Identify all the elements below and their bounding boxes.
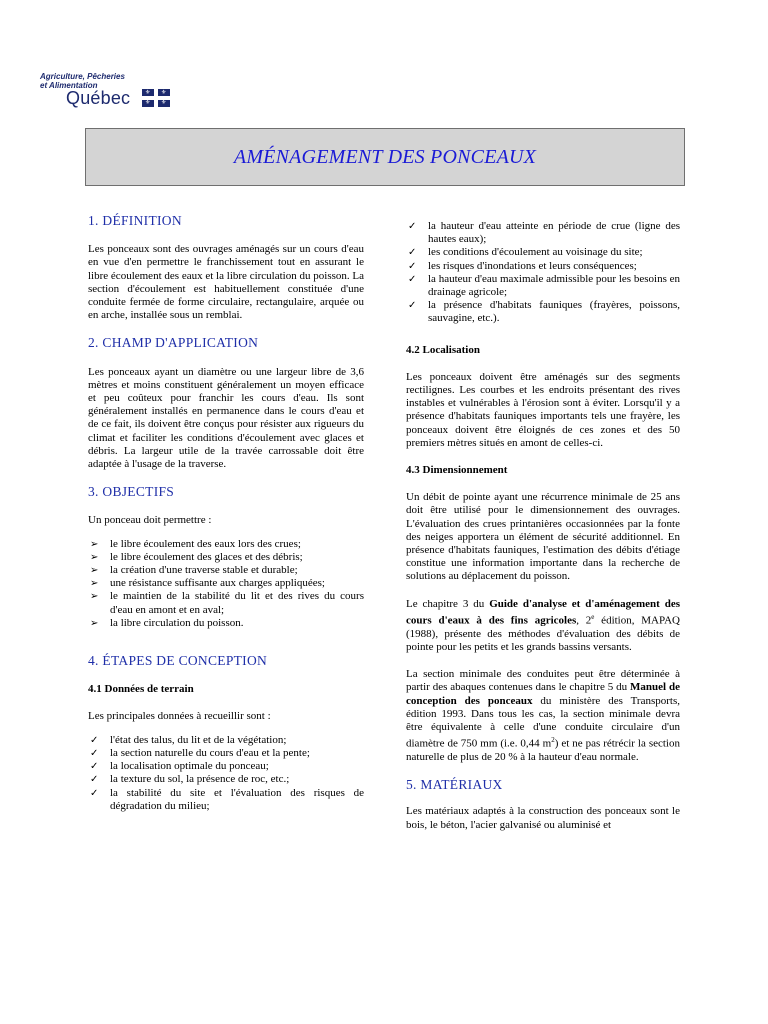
subheading-location: 4.2 Localisation bbox=[406, 343, 480, 356]
list-item: ✓ la texture du sol, la présence de roc, etc.; bbox=[90, 773, 290, 786]
check-bullet-icon: ✓ bbox=[90, 787, 99, 799]
list-item: ✓ la présence d'habitats fauniques (frayères, poissons, sauvagine, etc.). bbox=[408, 299, 680, 325]
check-bullet-icon: ✓ bbox=[408, 300, 417, 312]
objectives-intro: Un ponceau doit permettre : bbox=[88, 514, 212, 527]
list-item: ✓ la section naturelle du cours d'eau et la pente; bbox=[90, 746, 310, 759]
scope-text: Les ponceaux ayant un diamètre ou une largeur libre de 3,6 mètres et moins constituent généralement un moyen efficace et peu coûteux pour franchir les cours d'eau. Ils sont généralement installés en permanence dans le cours d'eau et de ce fait, ils doivent être conçus pour résister aux rigueurs du climat et faciliter les conditions d'écoulement avec glaces et débris. La largeur utile de la travée carrossable doit être adaptée à l'usage de la traverse. bbox=[88, 365, 364, 471]
heading-scope: 2. CHAMP D'APPLICATION bbox=[88, 335, 259, 351]
list-item: ➢ le libre écoulement des glaces et des débris; bbox=[90, 550, 303, 563]
field-data-list-continued bbox=[406, 220, 680, 326]
ministry-logo bbox=[40, 72, 180, 112]
list-item: ➢ le maintien de la stabilité du lit et des rives du cours d'eau en amont et en aval; bbox=[90, 590, 364, 616]
left-column bbox=[88, 214, 364, 827]
subheading-sizing: 4.3 Dimensionnement bbox=[406, 464, 508, 477]
check-bullet-icon: ✓ bbox=[90, 734, 99, 746]
materials-text: Les matériaux adaptés à la construction des ponceaux sont le bois, le béton, l'acier galvanisé ou aluminisé et bbox=[406, 805, 680, 831]
arrow-bullet-icon: ➢ bbox=[90, 551, 99, 563]
list-item: ✓ l'état des talus, du lit et de la végétation; bbox=[90, 733, 287, 746]
fleur-de-lis-flag-icon: ⚜ ⚜ ⚜ ⚜ bbox=[142, 89, 170, 107]
field-data-intro: Les principales données à recueillir sont : bbox=[88, 710, 271, 723]
sizing-text-1: Un débit de pointe ayant une récurrence minimale de 25 ans doit être utilisé pour le dimensionnement des ouvrages. L'évaluation des crues printanières occasionnées par la fonte des neiges apportera un élément de sécurité additionnel. En présence d'habitats fauniques, l'estimation des débits d'étiage constitue une information importante dans la recherche de solutions au déplacement du poisson. bbox=[406, 491, 680, 583]
objectives-list bbox=[88, 538, 364, 630]
title-banner bbox=[85, 128, 685, 186]
list-item: ✓ la stabilité du site et l'évaluation des risques de dégradation du milieu; bbox=[90, 786, 364, 812]
location-text: Les ponceaux doivent être aménagés sur des segments rectilignes. Les courbes et les endroits présentant des rives instables et vulnérables à l'érosion sont à éviter. Lorsqu'il y a présence d'habitats fauniques importants tels une frayère, les ponceaux doivent être éloignés de ces zones et des 50 premiers mètres situés en amont de celles-ci. bbox=[406, 370, 680, 449]
check-bullet-icon: ✓ bbox=[90, 774, 99, 786]
list-item: ✓ les risques d'inondations et leurs conséquences; bbox=[408, 259, 637, 272]
list-item: ➢ la création d'une traverse stable et durable; bbox=[90, 564, 298, 577]
page-title: AMÉNAGEMENT DES PONCEAUX bbox=[233, 145, 537, 168]
subheading-field-data: 4.1 Données de terrain bbox=[88, 683, 194, 696]
list-item: ✓ la hauteur d'eau atteinte en période de crue (ligne des hautes eaux); bbox=[408, 220, 680, 246]
heading-design-steps: 4. ÉTAPES DE CONCEPTION bbox=[88, 653, 268, 669]
list-item: ✓ la localisation optimale du ponceau; bbox=[90, 760, 269, 773]
check-bullet-icon: ✓ bbox=[408, 273, 417, 285]
arrow-bullet-icon: ➢ bbox=[90, 565, 99, 577]
check-bullet-icon: ✓ bbox=[408, 221, 417, 232]
definition-text: Les ponceaux sont des ouvrages aménagés sur un cours d'eau en vue d'en permettre le franchissement tout en assurant le libre écoulement des eaux et la libre circulation du poisson. La section d'écoulement est habituellement constituée d'une conduite fermée de forme circulaire, rectangulaire, arquée ou en arche, installée sous un remblai. bbox=[88, 243, 364, 322]
check-bullet-icon: ✓ bbox=[408, 260, 417, 272]
list-item: ✓ les conditions d'écoulement au voisinage du site; bbox=[408, 246, 643, 259]
list-item: ➢ une résistance suffisante aux charges appliquées; bbox=[90, 577, 325, 590]
list-item: ➢ le libre écoulement des eaux lors des crues; bbox=[90, 537, 301, 550]
arrow-bullet-icon: ➢ bbox=[90, 617, 99, 629]
heading-objectives: 3. OBJECTIFS bbox=[88, 484, 175, 500]
sizing-text-3: La section minimale des conduites peut être déterminée à partir des abaques contenues dans le chapitre 5 du Manuel de conception des ponceaux du ministère des Transports, édition 1993. Dans tous les cas, la section minimale devra être équivalente à celle d'une conduite circulaire d'un diamètre de 750 mm (i.e. 0,44 $m^2$) et ne pas rétrécir la section naturelle de plus de 20 % à la hauteur d'eau normale. bbox=[406, 668, 681, 764]
check-bullet-icon: ✓ bbox=[90, 747, 99, 759]
dept-line-2: et Alimentation bbox=[40, 81, 98, 90]
dept-line-1: Agriculture, Pêcheries bbox=[40, 72, 125, 81]
heading-definition: 1. DÉFINITION bbox=[88, 213, 182, 228]
arrow-bullet-icon: ➢ bbox=[90, 578, 99, 590]
list-item: ✓ la hauteur d'eau maximale admissible pour les besoins en drainage agricole; bbox=[408, 272, 680, 299]
quebec-wordmark: Québec bbox=[66, 88, 131, 108]
check-bullet-icon: ✓ bbox=[90, 761, 99, 773]
heading-materials: 5. MATÉRIAUX bbox=[406, 777, 503, 793]
arrow-bullet-icon: ➢ bbox=[90, 591, 99, 603]
list-item: ➢ la libre circulation du poisson. bbox=[90, 616, 244, 629]
check-bullet-icon: ✓ bbox=[408, 247, 417, 259]
arrow-bullet-icon: ➢ bbox=[90, 538, 99, 550]
field-data-list bbox=[88, 734, 364, 813]
right-column bbox=[406, 220, 680, 846]
sizing-text-2: Le chapitre 3 du Guide d'analyse et d'aménagement des cours d'eaux à des fins agricoles, 2e édition, MAPAQ (1988), présente des méthodes d'évaluation des débits de pointe pour les petits et les grands bassins versants. bbox=[406, 597, 680, 653]
